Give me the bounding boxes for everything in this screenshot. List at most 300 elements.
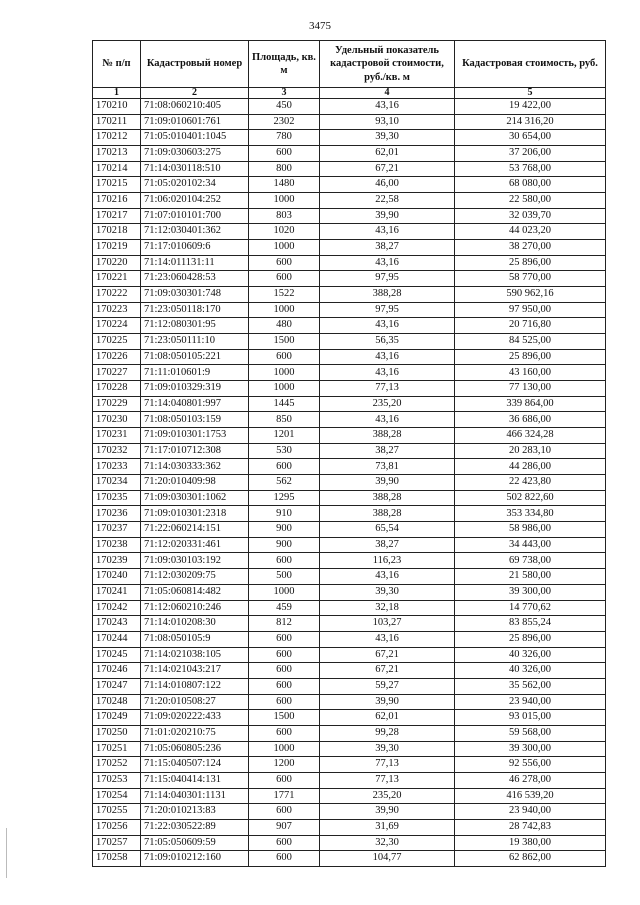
cell-area: 1000 <box>249 193 320 209</box>
cell-unit-value: 67,21 <box>320 161 455 177</box>
cell-area: 1522 <box>249 287 320 303</box>
table-row <box>93 584 606 600</box>
table-row <box>93 99 606 115</box>
cell-row-number: 170247 <box>93 678 141 694</box>
cell-row-number: 170256 <box>93 819 141 835</box>
cell-row-number: 170252 <box>93 757 141 773</box>
table-row <box>93 741 606 757</box>
cell-cadastral-number: 71:05:060805:236 <box>141 741 249 757</box>
cell-row-number: 170220 <box>93 255 141 271</box>
table-row <box>93 255 606 271</box>
cell-cadastral-value: 19 380,00 <box>455 835 606 851</box>
cell-cadastral-number: 71:08:050103:159 <box>141 412 249 428</box>
table-row <box>93 788 606 804</box>
cell-row-number: 170215 <box>93 177 141 193</box>
cell-cadastral-number: 71:01:020210:75 <box>141 725 249 741</box>
table-row <box>93 616 606 632</box>
cell-cadastral-value: 84 525,00 <box>455 334 606 350</box>
cell-cadastral-number: 71:09:030301:748 <box>141 287 249 303</box>
cell-area: 600 <box>249 772 320 788</box>
cell-unit-value: 388,28 <box>320 428 455 444</box>
cell-cadastral-number: 71:23:050111:10 <box>141 334 249 350</box>
cell-area: 1500 <box>249 710 320 726</box>
cell-unit-value: 97,95 <box>320 271 455 287</box>
column-number-row <box>93 88 606 99</box>
table-row <box>93 678 606 694</box>
cell-cadastral-value: 28 742,83 <box>455 819 606 835</box>
cell-row-number: 170217 <box>93 208 141 224</box>
cell-unit-value: 103,27 <box>320 616 455 632</box>
cell-cadastral-number: 71:09:010329:319 <box>141 381 249 397</box>
cell-unit-value: 104,77 <box>320 851 455 867</box>
cell-cadastral-value: 20 283,10 <box>455 443 606 459</box>
table-row <box>93 334 606 350</box>
cell-area: 600 <box>249 694 320 710</box>
cell-cadastral-number: 71:14:030333:362 <box>141 459 249 475</box>
cell-area: 600 <box>249 647 320 663</box>
cell-area: 600 <box>249 804 320 820</box>
cell-unit-value: 46,00 <box>320 177 455 193</box>
table-row <box>93 114 606 130</box>
cell-row-number: 170214 <box>93 161 141 177</box>
cell-area: 600 <box>249 553 320 569</box>
cell-area: 780 <box>249 130 320 146</box>
cell-row-number: 170238 <box>93 537 141 553</box>
table-row <box>93 725 606 741</box>
cell-row-number: 170243 <box>93 616 141 632</box>
cell-row-number: 170245 <box>93 647 141 663</box>
table-row <box>93 381 606 397</box>
cell-area: 1445 <box>249 396 320 412</box>
table-row <box>93 240 606 256</box>
table-row <box>93 208 606 224</box>
cell-unit-value: 77,13 <box>320 772 455 788</box>
cell-cadastral-value: 416 539,20 <box>455 788 606 804</box>
cell-row-number: 170240 <box>93 569 141 585</box>
cell-cadastral-value: 32 039,70 <box>455 208 606 224</box>
header-area: Площадь, кв. м <box>249 41 320 88</box>
cell-cadastral-number: 71:22:060214:151 <box>141 522 249 538</box>
cell-unit-value: 43,16 <box>320 365 455 381</box>
header-cadastral-number: Кадастровый номер <box>141 41 249 88</box>
column-number: 4 <box>320 88 455 99</box>
cell-cadastral-value: 20 716,80 <box>455 318 606 334</box>
cell-unit-value: 43,16 <box>320 255 455 271</box>
cell-unit-value: 73,81 <box>320 459 455 475</box>
cell-unit-value: 39,30 <box>320 584 455 600</box>
cell-cadastral-value: 34 443,00 <box>455 537 606 553</box>
cell-row-number: 170233 <box>93 459 141 475</box>
cell-cadastral-value: 40 326,00 <box>455 647 606 663</box>
cell-cadastral-number: 71:12:030401:362 <box>141 224 249 240</box>
cell-cadastral-value: 23 940,00 <box>455 804 606 820</box>
cell-unit-value: 56,35 <box>320 334 455 350</box>
cell-area: 1000 <box>249 240 320 256</box>
cell-cadastral-value: 22 580,00 <box>455 193 606 209</box>
cell-cadastral-number: 71:14:040801:997 <box>141 396 249 412</box>
cell-cadastral-value: 25 896,00 <box>455 255 606 271</box>
cell-area: 600 <box>249 835 320 851</box>
table-row <box>93 772 606 788</box>
cell-row-number: 170253 <box>93 772 141 788</box>
cell-cadastral-number: 71:14:021043:217 <box>141 663 249 679</box>
table-row <box>93 177 606 193</box>
cell-row-number: 170219 <box>93 240 141 256</box>
cell-row-number: 170216 <box>93 193 141 209</box>
cell-row-number: 170229 <box>93 396 141 412</box>
cell-cadastral-value: 83 855,24 <box>455 616 606 632</box>
cell-cadastral-value: 23 940,00 <box>455 694 606 710</box>
cell-unit-value: 67,21 <box>320 647 455 663</box>
cell-area: 562 <box>249 475 320 491</box>
cell-cadastral-value: 97 950,00 <box>455 302 606 318</box>
cell-area: 530 <box>249 443 320 459</box>
cell-cadastral-number: 71:12:030209:75 <box>141 569 249 585</box>
cell-area: 812 <box>249 616 320 632</box>
cell-unit-value: 77,13 <box>320 757 455 773</box>
cell-area: 450 <box>249 99 320 115</box>
cell-unit-value: 97,95 <box>320 302 455 318</box>
cell-row-number: 170241 <box>93 584 141 600</box>
cell-cadastral-number: 71:20:010508:27 <box>141 694 249 710</box>
cell-row-number: 170248 <box>93 694 141 710</box>
cell-unit-value: 39,90 <box>320 208 455 224</box>
table-row <box>93 851 606 867</box>
cell-row-number: 170236 <box>93 506 141 522</box>
cell-cadastral-number: 71:09:020222:433 <box>141 710 249 726</box>
cell-cadastral-value: 44 023,20 <box>455 224 606 240</box>
table-row <box>93 694 606 710</box>
cell-cadastral-number: 71:20:010213:83 <box>141 804 249 820</box>
cell-cadastral-number: 71:22:030522:89 <box>141 819 249 835</box>
cell-cadastral-number: 71:05:020102:34 <box>141 177 249 193</box>
cell-unit-value: 43,16 <box>320 349 455 365</box>
column-number: 2 <box>141 88 249 99</box>
cell-area: 1000 <box>249 365 320 381</box>
table-row <box>93 506 606 522</box>
cell-row-number: 170244 <box>93 631 141 647</box>
table-row <box>93 804 606 820</box>
cell-cadastral-value: 25 896,00 <box>455 349 606 365</box>
cell-unit-value: 43,16 <box>320 412 455 428</box>
cell-row-number: 170212 <box>93 130 141 146</box>
cell-row-number: 170246 <box>93 663 141 679</box>
cell-cadastral-number: 71:08:050105:221 <box>141 349 249 365</box>
header-cadastral-value: Кадастровая стоимость, руб. <box>455 41 606 88</box>
cell-cadastral-number: 71:14:021038:105 <box>141 647 249 663</box>
table-row <box>93 428 606 444</box>
cell-cadastral-number: 71:09:030603:275 <box>141 146 249 162</box>
cell-area: 600 <box>249 851 320 867</box>
cell-cadastral-value: 39 300,00 <box>455 741 606 757</box>
cell-unit-value: 38,27 <box>320 240 455 256</box>
cell-cadastral-value: 35 562,00 <box>455 678 606 694</box>
cell-cadastral-value: 39 300,00 <box>455 584 606 600</box>
cell-row-number: 170224 <box>93 318 141 334</box>
table-row <box>93 146 606 162</box>
header-row <box>93 41 606 88</box>
cell-cadastral-value: 38 270,00 <box>455 240 606 256</box>
cell-area: 1000 <box>249 584 320 600</box>
cell-cadastral-value: 37 206,00 <box>455 146 606 162</box>
cell-row-number: 170251 <box>93 741 141 757</box>
cell-cadastral-value: 21 580,00 <box>455 569 606 585</box>
cell-cadastral-value: 339 864,00 <box>455 396 606 412</box>
cell-cadastral-number: 71:12:060210:246 <box>141 600 249 616</box>
cell-area: 1200 <box>249 757 320 773</box>
cell-unit-value: 39,90 <box>320 694 455 710</box>
table-row <box>93 475 606 491</box>
cell-cadastral-value: 40 326,00 <box>455 663 606 679</box>
cell-unit-value: 43,16 <box>320 569 455 585</box>
cell-row-number: 170228 <box>93 381 141 397</box>
table-row <box>93 459 606 475</box>
cell-row-number: 170221 <box>93 271 141 287</box>
table-row <box>93 757 606 773</box>
cell-row-number: 170242 <box>93 600 141 616</box>
cell-cadastral-value: 58 986,00 <box>455 522 606 538</box>
cell-cadastral-value: 62 862,00 <box>455 851 606 867</box>
cell-cadastral-number: 71:17:010712:308 <box>141 443 249 459</box>
cell-cadastral-number: 71:20:010409:98 <box>141 475 249 491</box>
cell-row-number: 170222 <box>93 287 141 303</box>
cell-unit-value: 22,58 <box>320 193 455 209</box>
cell-area: 910 <box>249 506 320 522</box>
cell-row-number: 170258 <box>93 851 141 867</box>
cell-area: 2302 <box>249 114 320 130</box>
table-row <box>93 271 606 287</box>
cell-row-number: 170237 <box>93 522 141 538</box>
cell-cadastral-number: 71:05:050609:59 <box>141 835 249 851</box>
cell-area: 1201 <box>249 428 320 444</box>
cell-row-number: 170227 <box>93 365 141 381</box>
table-row <box>93 631 606 647</box>
cell-cadastral-number: 71:07:010101:700 <box>141 208 249 224</box>
cell-area: 1020 <box>249 224 320 240</box>
cell-cadastral-value: 58 770,00 <box>455 271 606 287</box>
cell-unit-value: 38,27 <box>320 443 455 459</box>
cell-cadastral-number: 71:09:030301:1062 <box>141 490 249 506</box>
cell-cadastral-number: 71:06:020104:252 <box>141 193 249 209</box>
cell-cadastral-number: 71:14:030118:510 <box>141 161 249 177</box>
table-row <box>93 553 606 569</box>
cell-cadastral-value: 46 278,00 <box>455 772 606 788</box>
cell-cadastral-number: 71:05:060814:482 <box>141 584 249 600</box>
cell-cadastral-value: 14 770,62 <box>455 600 606 616</box>
table-row <box>93 365 606 381</box>
cell-row-number: 170223 <box>93 302 141 318</box>
cell-cadastral-value: 214 316,20 <box>455 114 606 130</box>
cell-unit-value: 116,23 <box>320 553 455 569</box>
cell-row-number: 170239 <box>93 553 141 569</box>
cell-unit-value: 67,21 <box>320 663 455 679</box>
cell-cadastral-number: 71:14:040301:1131 <box>141 788 249 804</box>
table-row <box>93 647 606 663</box>
cell-cadastral-value: 22 423,80 <box>455 475 606 491</box>
cell-unit-value: 43,16 <box>320 99 455 115</box>
cell-row-number: 170225 <box>93 334 141 350</box>
cell-area: 600 <box>249 349 320 365</box>
cell-area: 850 <box>249 412 320 428</box>
cell-area: 1500 <box>249 334 320 350</box>
cell-cadastral-value: 36 686,00 <box>455 412 606 428</box>
cell-unit-value: 65,54 <box>320 522 455 538</box>
cell-area: 480 <box>249 318 320 334</box>
cell-cadastral-value: 43 160,00 <box>455 365 606 381</box>
cell-unit-value: 77,13 <box>320 381 455 397</box>
cell-area: 900 <box>249 537 320 553</box>
cell-cadastral-value: 466 324,28 <box>455 428 606 444</box>
cell-cadastral-number: 71:12:080301:95 <box>141 318 249 334</box>
cell-area: 900 <box>249 522 320 538</box>
cell-row-number: 170213 <box>93 146 141 162</box>
table-row <box>93 537 606 553</box>
table-row <box>93 710 606 726</box>
table-row <box>93 287 606 303</box>
cell-unit-value: 62,01 <box>320 710 455 726</box>
cell-row-number: 170255 <box>93 804 141 820</box>
table-row <box>93 161 606 177</box>
table-row <box>93 396 606 412</box>
cell-area: 1000 <box>249 302 320 318</box>
header-row-number: № п/п <box>93 41 141 88</box>
cell-area: 600 <box>249 725 320 741</box>
cell-cadastral-number: 71:14:010208:30 <box>141 616 249 632</box>
table-row <box>93 569 606 585</box>
cell-cadastral-number: 71:23:050118:170 <box>141 302 249 318</box>
cell-area: 600 <box>249 146 320 162</box>
cell-cadastral-number: 71:17:010609:6 <box>141 240 249 256</box>
cell-cadastral-value: 25 896,00 <box>455 631 606 647</box>
table-body <box>93 99 606 867</box>
cell-area: 1295 <box>249 490 320 506</box>
table-row <box>93 522 606 538</box>
cell-cadastral-value: 19 422,00 <box>455 99 606 115</box>
table-row <box>93 193 606 209</box>
cell-cadastral-value: 44 286,00 <box>455 459 606 475</box>
column-number: 3 <box>249 88 320 99</box>
cell-area: 600 <box>249 663 320 679</box>
cell-unit-value: 388,28 <box>320 506 455 522</box>
cell-area: 500 <box>249 569 320 585</box>
column-number: 5 <box>455 88 606 99</box>
cell-cadastral-number: 71:15:040507:124 <box>141 757 249 773</box>
table-row <box>93 443 606 459</box>
cell-row-number: 170210 <box>93 99 141 115</box>
table-row <box>93 663 606 679</box>
cell-row-number: 170254 <box>93 788 141 804</box>
cell-area: 1480 <box>249 177 320 193</box>
cell-area: 1000 <box>249 381 320 397</box>
cell-cadastral-value: 53 768,00 <box>455 161 606 177</box>
cell-cadastral-number: 71:08:060210:405 <box>141 99 249 115</box>
cell-cadastral-number: 71:11:010601:9 <box>141 365 249 381</box>
cell-area: 600 <box>249 678 320 694</box>
cell-cadastral-number: 71:09:030103:192 <box>141 553 249 569</box>
margin-mark <box>6 828 7 878</box>
cell-cadastral-value: 68 080,00 <box>455 177 606 193</box>
cell-cadastral-number: 71:09:010301:1753 <box>141 428 249 444</box>
cell-unit-value: 39,30 <box>320 130 455 146</box>
cell-row-number: 170257 <box>93 835 141 851</box>
cell-cadastral-number: 71:05:010401:1045 <box>141 130 249 146</box>
cell-cadastral-value: 77 130,00 <box>455 381 606 397</box>
cell-unit-value: 39,30 <box>320 741 455 757</box>
cell-unit-value: 62,01 <box>320 146 455 162</box>
cell-unit-value: 388,28 <box>320 287 455 303</box>
cell-unit-value: 32,18 <box>320 600 455 616</box>
cell-row-number: 170250 <box>93 725 141 741</box>
cell-row-number: 170231 <box>93 428 141 444</box>
cell-row-number: 170211 <box>93 114 141 130</box>
cell-cadastral-number: 71:14:010807:122 <box>141 678 249 694</box>
cell-cadastral-number: 71:12:020331:461 <box>141 537 249 553</box>
cell-cadastral-value: 30 654,00 <box>455 130 606 146</box>
cell-unit-value: 39,90 <box>320 804 455 820</box>
cell-row-number: 170230 <box>93 412 141 428</box>
cell-row-number: 170218 <box>93 224 141 240</box>
cell-area: 600 <box>249 459 320 475</box>
cell-area: 1000 <box>249 741 320 757</box>
cell-area: 800 <box>249 161 320 177</box>
cell-area: 600 <box>249 255 320 271</box>
cell-area: 907 <box>249 819 320 835</box>
cell-unit-value: 235,20 <box>320 788 455 804</box>
cell-cadastral-number: 71:23:060428:53 <box>141 271 249 287</box>
cell-cadastral-value: 59 568,00 <box>455 725 606 741</box>
cell-unit-value: 43,16 <box>320 224 455 240</box>
cell-area: 1771 <box>249 788 320 804</box>
column-number: 1 <box>93 88 141 99</box>
cell-cadastral-value: 92 556,00 <box>455 757 606 773</box>
cell-cadastral-number: 71:14:011131:11 <box>141 255 249 271</box>
cell-cadastral-value: 69 738,00 <box>455 553 606 569</box>
table-row <box>93 302 606 318</box>
cell-row-number: 170232 <box>93 443 141 459</box>
cell-cadastral-number: 71:08:050105:9 <box>141 631 249 647</box>
cell-unit-value: 93,10 <box>320 114 455 130</box>
cell-unit-value: 38,27 <box>320 537 455 553</box>
cell-unit-value: 43,16 <box>320 631 455 647</box>
cell-area: 600 <box>249 271 320 287</box>
cell-unit-value: 99,28 <box>320 725 455 741</box>
cell-unit-value: 388,28 <box>320 490 455 506</box>
cadastral-value-table <box>92 40 606 867</box>
cell-cadastral-number: 71:09:010212:160 <box>141 851 249 867</box>
table-row <box>93 318 606 334</box>
table-row <box>93 412 606 428</box>
cell-area: 600 <box>249 631 320 647</box>
table-row <box>93 130 606 146</box>
cell-unit-value: 59,27 <box>320 678 455 694</box>
cell-cadastral-number: 71:15:040414:131 <box>141 772 249 788</box>
table-row <box>93 819 606 835</box>
cell-cadastral-value: 93 015,00 <box>455 710 606 726</box>
cell-unit-value: 43,16 <box>320 318 455 334</box>
cell-unit-value: 235,20 <box>320 396 455 412</box>
header-unit-value: Удельный показатель кадастровой стоимости, руб./кв. м <box>320 41 455 88</box>
cell-cadastral-number: 71:09:010601:761 <box>141 114 249 130</box>
table-row <box>93 490 606 506</box>
cell-row-number: 170226 <box>93 349 141 365</box>
cell-cadastral-value: 502 822,60 <box>455 490 606 506</box>
table-row <box>93 349 606 365</box>
cell-area: 459 <box>249 600 320 616</box>
cell-row-number: 170235 <box>93 490 141 506</box>
cell-unit-value: 39,90 <box>320 475 455 491</box>
cell-row-number: 170234 <box>93 475 141 491</box>
cell-unit-value: 32,30 <box>320 835 455 851</box>
